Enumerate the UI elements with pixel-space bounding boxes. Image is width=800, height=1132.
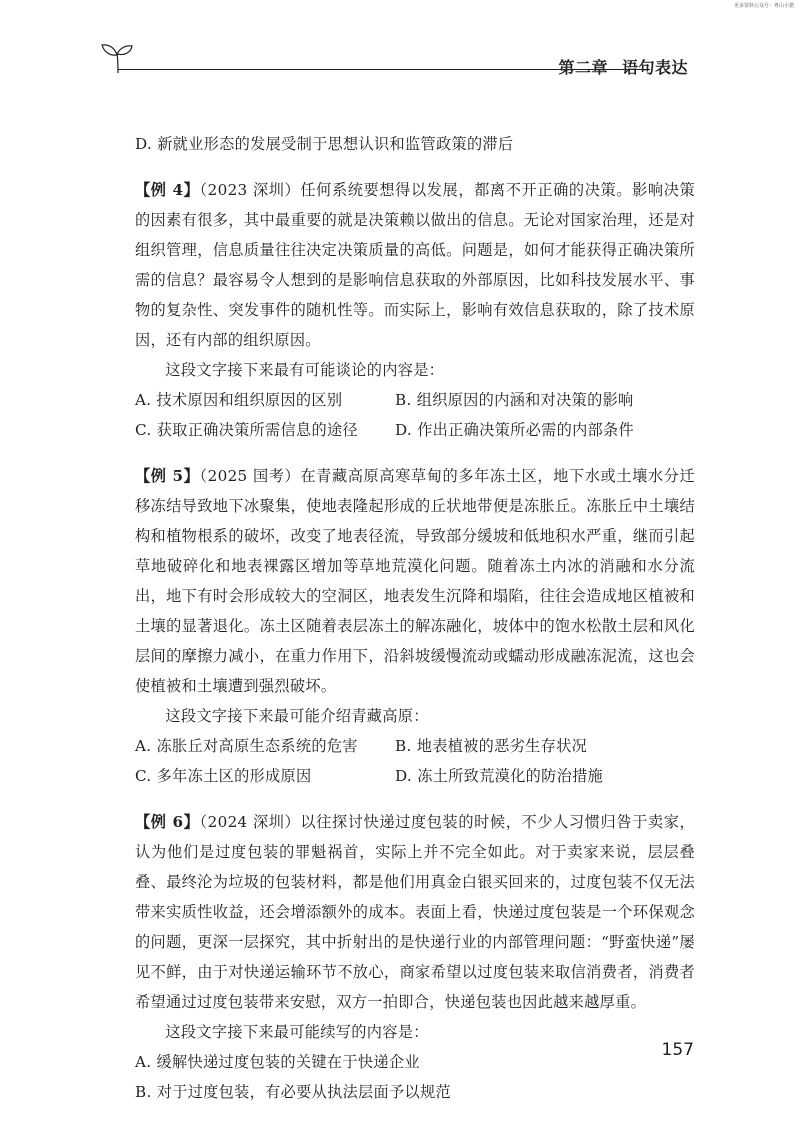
example-6-tag: 【例 6】 xyxy=(135,813,200,831)
example-4-question: 这段文字接下来最有可能谈论的内容是： xyxy=(165,361,445,379)
example-4-text: 任何系统要想得以发展，都离不开正确的决策。影响决策的因素有很多，其中最重要的就是决策赖以做出的信息。无论对国家治理，还是对组织管理，信息质量往往决定决策质量的高低。问题是，如何才能获得正确决策所需的信息？最容易令人想到的是影响信息获取的外部原因，比如科技发展水平、事物的复杂性、突发事件的随机性等。而实际上，影响有效信息获取的，除了技术原因，还有内部的组织原因。 xyxy=(135,181,695,349)
chapter-number: 第二章 xyxy=(558,58,608,77)
page-content xyxy=(135,129,695,1107)
example-6-question: 这段文字接下来最可能续写的内容是： xyxy=(165,1023,429,1041)
example-4-options-row-2 xyxy=(135,415,695,445)
example-4-option-c: C. 获取正确决策所需信息的途径 xyxy=(135,421,358,439)
example-4-tag: 【例 4】 xyxy=(135,181,200,199)
chapter-title: 语句表达 xyxy=(621,58,688,77)
example-6-option-b: B. 对于过度包装，有必要从执法层面予以规范 xyxy=(135,1083,451,1101)
example-5-options-row-2 xyxy=(135,761,695,791)
example-4-stem xyxy=(135,175,695,355)
example-5-question: 这段文字接下来最可能介绍青藏高原： xyxy=(165,707,429,725)
example-6-source: （2024 深圳） xyxy=(199,813,301,831)
previous-option-d: D. 新就业形态的发展受制于思想认识和监管政策的滞后 xyxy=(135,135,514,153)
example-5-tag: 【例 5】 xyxy=(135,467,200,485)
example-6-option-a: A. 缓解快递过度包装的关键在于快递企业 xyxy=(135,1053,420,1071)
example-5-option-c: C. 多年冻土区的形成原因 xyxy=(135,767,312,785)
example-5-option-a: A. 冻胀丘对高原生态系统的危害 xyxy=(135,737,358,755)
example-4-options-row-1 xyxy=(135,385,695,415)
page-number: 157 xyxy=(661,1040,694,1060)
example-4-source: （2023 深圳） xyxy=(199,181,301,199)
example-5-stem xyxy=(135,461,695,701)
example-4-option-b: B. 组织原因的内涵和对决策的影响 xyxy=(395,391,634,409)
example-5-option-d: D. 冻土所致荒漠化的防治措施 xyxy=(395,767,604,785)
example-5-option-b: B. 地表植被的恶劣生存状况 xyxy=(395,737,588,755)
example-6-stem xyxy=(135,807,695,1017)
watermark-text: 更多资料公众号：粤山小猪 xyxy=(733,3,794,9)
example-4-option-d: D. 作出正确决策所必需的内部条件 xyxy=(395,421,635,439)
example-5-source: （2025 国考） xyxy=(199,467,301,485)
example-5-text: 在青藏高原高寒草甸的多年冻土区，地下水或土壤水分迁移冻结导致地下冰聚集，使地表隆起形成的丘状地带便是冻胀丘。冻胀丘中土壤结构和植物根系的破坏，改变了地表径流，导致部分缓坡和低地积水严重，继而引起草地破碎化和地表裸露区增加等草地荒漠化问题。随着冻土内冰的消融和水分流出，地下有时会形成较大的空洞区，地表发生沉降和塌陷，往往会造成地区植被和土壤的显著退化。冻土区随着表层冻土的解冻融化，坡体中的饱水松散土层和风化层间的摩擦力减小，在重力作用下，沿斜坡缓慢流动或蠕动形成融冻泥流，这也会使植被和土壤遭到强烈破坏。 xyxy=(135,467,695,695)
example-5-options-row-1 xyxy=(135,731,695,761)
example-4-option-a: A. 技术原因和组织原因的区别 xyxy=(135,391,343,409)
example-6-text: 以往探讨快递过度包装的时候，不少人习惯归咎于卖家，认为他们是过度包装的罪魁祸首，实际上并不完全如此。对于卖家来说，层层叠叠、最终沦为垃圾的包装材料，都是他们用真金白银买回来的，过度包装不仅无法带来实质性收益，还会增添额外的成本。表面上看，快递过度包装是一个环保观念的问题，更深一层探究，其中折射出的是快递行业的内部管理问题：“野蛮快递”屡见不鲜，由于对快递运输环节不放心，商家希望以过度包装来取信消费者，消费者希望通过过度包装带来安慰，双方一拍即合，快递包装也因此越来越厚重。 xyxy=(135,813,695,1011)
chapter-heading xyxy=(558,55,688,78)
